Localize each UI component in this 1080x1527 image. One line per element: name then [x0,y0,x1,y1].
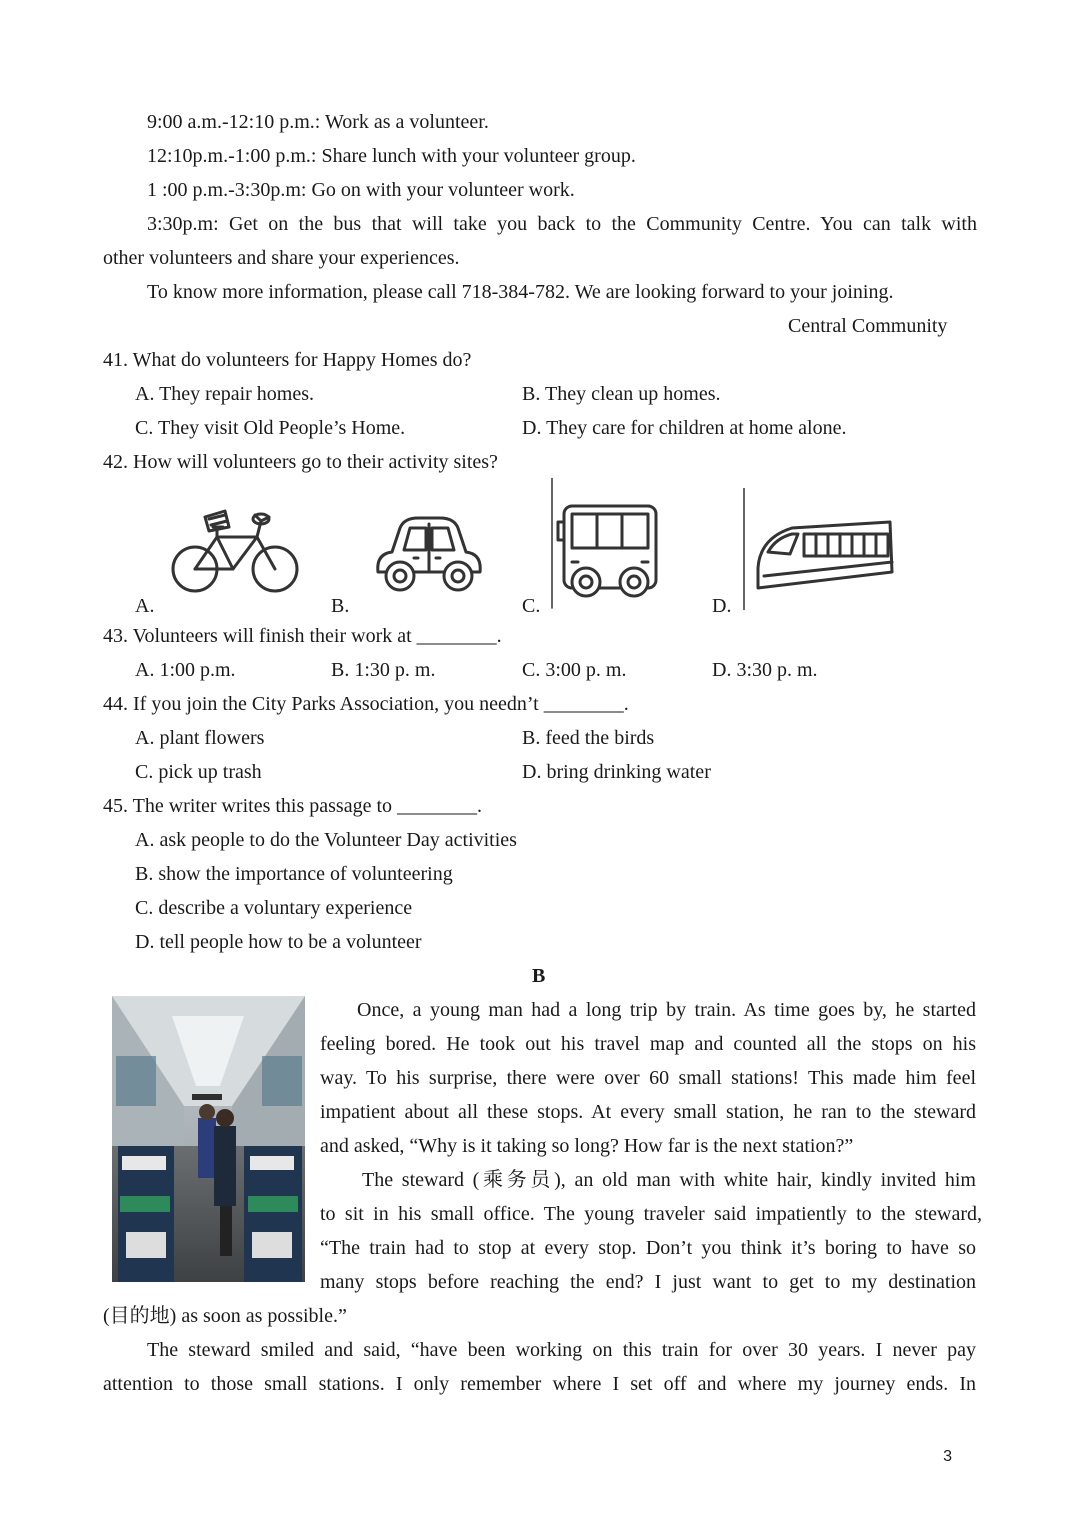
q41-option-d: D. They care for children at home alone. [522,417,847,439]
question-41-stem: 41. What do volunteers for Happy Homes do? [103,349,472,371]
train-interior-photo [112,996,305,1282]
passage-line: to sit in his small office. The young traveler said impatiently to the steward, [320,1203,982,1225]
question-43-stem: 43. Volunteers will finish their work at ________. [103,625,502,647]
signature: Central Community [788,315,948,337]
q42-option-a: A. [135,595,155,617]
q45-option-d: D. tell people how to be a volunteer [135,931,422,953]
schedule-line: other volunteers and share your experiences. [103,247,460,269]
passage-line: and asked, “Why is it taking so long? How far is the next station?” [320,1135,854,1157]
q41-option-a: A. They repair homes. [135,383,315,405]
q43-option-a: A. 1:00 p.m. [135,659,236,681]
passage-line: Once, a young man had a long trip by train. As time goes by, he started [357,999,976,1021]
q44-option-a: A. plant flowers [135,727,265,749]
schedule-line: 3:30p.m: Get on the bus that will take you back to the Community Centre. You can talk with [147,213,977,235]
passage-line: (目的地) as soon as possible.” [103,1305,347,1327]
bicycle-icon [165,505,305,597]
q42-option-c: C. [522,595,541,617]
q44-option-c: C. pick up trash [135,761,262,783]
car-icon [370,512,488,597]
info-line: To know more information, please call 718-384-782. We are looking forward to your joining. [147,281,894,303]
train-icon [742,488,897,610]
passage-line: The steward smiled and said, “have been working on this train for over 30 years. I never pay [147,1339,976,1361]
section-heading: B [532,965,546,987]
schedule-line: 9:00 a.m.-12:10 p.m.: Work as a volunteer. [147,111,489,133]
passage-line: impatient about all these stops. At every small station, he ran to the steward [320,1101,976,1123]
q45-option-b: B. show the importance of volunteering [135,863,453,885]
q41-option-c: C. They visit Old People’s Home. [135,417,406,439]
q41-option-b: B. They clean up homes. [522,383,721,405]
q45-option-c: C. describe a voluntary experience [135,897,413,919]
page-number: 3 [943,1448,952,1465]
q44-option-b: B. feed the birds [522,727,655,749]
passage-line: way. To his surprise, there were over 60 small stations! This made him feel [320,1067,976,1089]
q43-option-d: D. 3:30 p. m. [712,659,818,681]
passage-line: The steward (乘务员), an old man with white hair, kindly invited him [362,1169,976,1191]
q42-option-b: B. [331,595,350,617]
q45-option-a: A. ask people to do the Volunteer Day activities [135,829,517,851]
passage-line: feeling bored. He took out his travel map and counted all the stops on his [320,1033,976,1055]
q44-option-d: D. bring drinking water [522,761,711,783]
question-42-stem: 42. How will volunteers go to their activity sites? [103,451,498,473]
passage-line: “The train had to stop at every stop. Don’t you think it’s boring to have so [320,1237,976,1259]
passage-line: many stops before reaching the end? I just want to get to my destination [320,1271,976,1293]
schedule-line: 1 :00 p.m.-3:30p.m: Go on with your volunteer work. [147,179,575,201]
q42-option-d: D. [712,595,732,617]
question-45-stem: 45. The writer writes this passage to ________. [103,795,483,817]
schedule-line: 12:10p.m.-1:00 p.m.: Share lunch with your volunteer group. [147,145,636,167]
bus-icon [550,478,662,610]
passage-line: attention to those small stations. I only remember where I set off and where my journey ends. In [103,1373,976,1395]
q43-option-c: C. 3:00 p. m. [522,659,627,681]
question-44-stem: 44. If you join the City Parks Association, you needn’t ________. [103,693,629,715]
q43-option-b: B. 1:30 p. m. [331,659,436,681]
